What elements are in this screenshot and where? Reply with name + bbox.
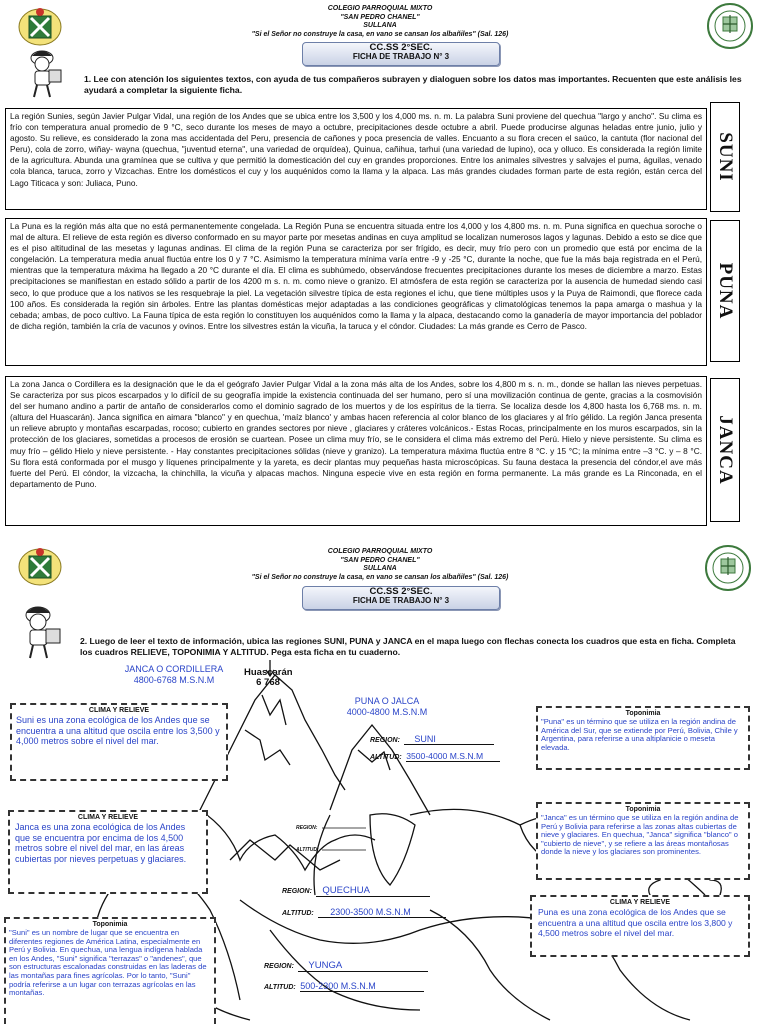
janca-label: JANCA: [715, 415, 736, 485]
toponimia-box-puna-title: Toponimia: [625, 710, 661, 717]
ficha-label-2: FICHA DE TRABAJO N° 3: [352, 596, 450, 605]
ficha-title-box: [302, 42, 500, 66]
course-label-2: CC.SS 2°SEC.: [369, 586, 433, 597]
quechua-altitud-line: [282, 902, 452, 920]
part2-instruction: 2. Luego de leer el texto de información, ubica las regiones SUNI, PUNA y JANCA en el mapa luego con flechas conecta los cuadros que esta en ficha. Completa los cuadros RELIEVE, TOPONIMIA Y ALTITUD. Pega esta ficha en tu cuaderno.: [80, 636, 736, 657]
toponimia-box-suni: [4, 917, 216, 1024]
school-seal-right-2: [704, 544, 752, 592]
clima-box-janca-title: CLIMA Y RELIEVE: [77, 814, 139, 821]
part1-instruction: 1. Lee con atención los siguientes textos, con ayuda de tus compañeros subrayen y dialoguen sobre los datos mas importantes. Recuenten que este análisis les ayudará a completar la siguiente ficha.: [84, 74, 742, 95]
suni-region-line: [370, 729, 520, 747]
yunga-region-value: YUNGA: [298, 960, 428, 972]
clima-box-suni-text: Suni es una zona ecológica de los Andes que se encuentra a una altitud que oscila entre los 3,500 y 4,000 metros sobre el nivel del mar.: [16, 715, 220, 746]
puna-label: PUNA: [715, 262, 736, 320]
school-name: COLEGIO PARROQUIAL MIXTO: [327, 5, 433, 12]
quechua-region-label: REGION:: [282, 888, 312, 895]
suni-region-value: SUNI: [404, 734, 494, 745]
puna-text: La Puna es la región más alta que no está permanentemente congelada. La Región Puna se encuentra situada entre los 4,000 y los 4,800 ms. n. m. Puna significa en quechua soroche o mal de altura. El relieve de esta región es diverso conformado en su mayor parte por mesetas andinas en cuya amplitud se localizan numerosos lagos y lagunas. Debido a esto se dice que es el piso altitudinal de las mesetas y lagunas andinas. El clima de la región Puna se caracteriza por ser frígido, es decir, muy frío pero con un promedio que está por encima de la congelación. La temperatura media anual fluctúa entre los 0 y 7 °C. Asimismo la temperatura mínima varía entre -9 y -25 °C, durante la noche, que fue la más baja registrada en el Perú, mientras que la temperatura máxima ha llegado a 20 °C durante el día. El clima es subhúmedo, observándose frecuentes precipitaciones durante los meses de diciembre a marzo. Estas precipitaciones se manifiestan en estado sólido a partir de los 4200 m s. n. m. como nieve o granizo. El atmósfera de esta región se caracteriza por la ausencia de humedad siendo casi seco, lo que produce que a los nativos se les resquebraje la piel. La vegetación silvestre típica de esta regiones el ichu, que tiene múltiples usos y la Puya de Raimondi, que florece cada 100 años. Es considerada la región sin árboles. Entre las plantas domésticas mejor adaptadas a las condiciones geográficas y climatológicas tenemos la papa amarga o mashua y la cebada; ambas, de poco cultivo. La Fauna típica de esta región lo constituyen los auquénidos como la llama y la alpaca, destacando como la ganadería de mayor importancia del poblador de dicha región, también la cría de vacunos y ovinos. Entre los silvestres están la vicuña, la taruca y el cóndor. Ciudades: La más grande es Cerro de Pasco.: [10, 221, 702, 331]
suni-altitud-value: 3500-4000 M.S.N.M: [406, 751, 500, 762]
clima-box-puna-text: Puna es una zona ecológica de los Andes que se encuentra a una altitud que oscila entre los 3,800 y 4,500 metros sobre el nivel del mar.: [538, 907, 733, 938]
suni-altitud-label: ALTITUD:: [370, 754, 402, 761]
suni-altitud-line: [370, 746, 520, 764]
toponimia-box-janca-text: "Janca" es un término que se utiliza en la región andina de Perú y Bolivia para referirse a las zonas altas cubiertas de nieve y glaciares. En quechua, "Janca" significa "blanco" o "cubierto de nieve", y se refiere a las áreas montañosas donde la nieve y los glaciares son prominentes.: [541, 813, 739, 857]
course-label: CC.SS 2°SEC.: [369, 42, 433, 53]
toponimia-box-suni-title: Toponimia: [92, 921, 128, 928]
suni-text: La región Sunies, según Javier Pulgar Vidal, una región de los Andes que se ubica entre los 3,500 y los 4,000 ms. n. m. La palabra Suni proviene del quechua "largo y ancho". Su clima es frío con temperatura anual promedio de 9 °C, seco durante los meses de mayo a octubre, precipitaciones desde octubre a abril. Puede producirse algunas heladas entre junio, julio y agosto. Su relieve, es considerado la zona mas accidentada del Peru, presencia de cañones y poca presencia de valles. Encuanto a su flora crecen el saúco, la cantuta (flor nacional del Peru), cola de zorro, wiñay- wayna (quechua, "juventud eterna", una variedad de orquídea), Quinua, cañihua, tarhui (una variedad de lupino), oca y olluco. Es considerada la región limite de la agricultura. Abunda una gramínea que se cultiva y que permitió la domesticación del cuy en grandes proporciones. Entre los animales silvestres y salvajes el puma, águilas, venado cola blanca, taruca, zorro y Vizcachas. Entre los domésticos el cuy y los auquénidos como la llama y la alpaca. Las más grandes ciudades forman parte de esta región, están cerca del Lago Titicaca y son: Juliaca, Puno.: [10, 111, 702, 188]
puna-text-box: [5, 218, 707, 366]
yunga-region-label: REGION:: [264, 963, 294, 970]
clima-box-janca-text: Janca es una zona ecológica de los Andes que se encuentra por encima de los 4,500 metros sobre el nivel del mar, en las áreas cubiertas por nieves perpetuas y glaciares.: [15, 822, 187, 864]
janca-map-title: JANCA O CORDILLERA: [124, 664, 224, 674]
puna-map-altitude: 4000-4800 M.S.N.M: [346, 707, 428, 717]
janca-text: La zona Janca o Cordillera es la designación que le da el geógrafo Javier Pulgar Vidal a la zona más alta de los Andes, sobre los 4,800 m s. n. m., donde se hallan las nieves perpetuas. Se caracteriza por sus picos escarpados y lo difícil de su geografía impide la existencia continuada del ser humano, pero sí una movilización continua de gente, gracias a la cosmovisión del ser humano andino a partir de antaño de considerarlos como el dominio sagrado de los muertos y de los espíritus de la tierra. Se localiza desde los 4,800 hasta los 6,768 ms. n. m. (altura del Huascarán). Janca significa en aimara "blanco" y en quechua, 'maíz blanco' y ambas hacen referencia al color blanco de los glaciares y al frío gélido. La región Janca presenta un relieve abrupto y montañas escarpadas, rocoso; cubierto en grandes sectores por nieve , glaciares y cráteres volcánicos.- Estas Rocas, principalmente en los muros escarpados, sin la protección de los glaciares, sometidas a procesos de erosión se cuartean. Posee un clima muy frío, se le considera el clima más extremo del Perú. Hielo y nieve persistente. Su clima es muy frío – gélido Hielo y nieve persistente. - Hay constantes precipitaciones sólidas (nieve y granizo). La temperatura máxima fluctúa entre 8 °C. y 15 °C; la mínima entre –3 °C. y – 8 °C. Su flora está conformada por el musgo y líquenes principalmente y la yareta, es decir plantas muy pequeñas hasta microscópicas. Su fauna destaca la presencia del cóndor,el ave más fuerte del Perú. El cóndor, la vizcacha, la chinchilla, la vicuña y alpacas machos. Ninguna especie vive en esta región en forma permanente. La más grande es La Rinconada, en el departamento de Puno.: [10, 379, 702, 489]
puna-map-title: PUNA O JALCA: [354, 696, 420, 706]
clima-box-puna: [530, 895, 750, 957]
school-subtitle: "SAN PEDRO CHANEL": [340, 13, 420, 21]
school-logo-left-2: [17, 544, 63, 590]
yunga-altitud-value: 500-2300 M.S.N.M: [300, 981, 424, 992]
janca-label-box: [710, 378, 740, 522]
huascaran-label: Huascarán: [244, 667, 293, 678]
yunga-altitud-label: ALTITUD:: [264, 984, 296, 991]
clima-box-suni-title: CLIMA Y RELIEVE: [88, 707, 150, 714]
janca-text-box: [5, 376, 707, 526]
suni-region-label: REGION:: [370, 737, 400, 744]
school-city: SULLANA: [363, 22, 397, 29]
quechua-region-line: [282, 880, 442, 898]
student-cartoon-icon: [22, 48, 66, 100]
blank-altitud-label: ALTITUD:: [296, 847, 319, 853]
yunga-region-line: [264, 955, 444, 973]
school-motto-2: "Si el Señor no construye la casa, en vano se cansan los albañiles" (Sal. 126): [251, 573, 509, 581]
quechua-altitud-label: ALTITUD:: [282, 910, 314, 917]
toponimia-box-suni-text: "Suni" es un nombre de lugar que se encuentra en diferentes regiones de América Latina, especialmente en Perú y Bolivia. En quechua, una lengua indígena hablada en los Andes, "Suni" significa "terrazas" o "andenes", que son estructuras escalonadas construidas en las laderas de las montañas para fines agrícolas. Por lo tanto, "Suni" podría referirse a un lugar con terrazas agrícolas en las montañas.: [9, 928, 207, 998]
quechua-region-value: QUECHUA: [316, 885, 430, 897]
clima-box-janca: [8, 810, 208, 894]
huascaran-altitude: 6 768: [256, 677, 280, 688]
blank-region-label: REGION:: [296, 825, 318, 831]
puna-label-box: [710, 220, 740, 362]
toponimia-box-janca: [536, 802, 750, 880]
ficha-label: FICHA DE TRABAJO N° 3: [352, 52, 450, 61]
school-logo-left: [17, 4, 63, 50]
clima-box-suni: [10, 703, 228, 781]
school-city-2: SULLANA: [363, 565, 397, 572]
suni-label: SUNI: [715, 132, 736, 182]
suni-text-box: [5, 108, 707, 210]
yunga-altitud-line: [264, 976, 444, 994]
toponimia-box-puna-text: "Puna" es un término que se utiliza en la región andina de América del Sur, que se extiende por Perú, Bolivia, Chile y Argentina, para referirse a una altiplanicie o meseta elevada.: [541, 717, 738, 752]
school-subtitle-2: "SAN PEDRO CHANEL": [340, 556, 420, 564]
toponimia-box-puna: [536, 706, 750, 770]
school-name-2: COLEGIO PARROQUIAL MIXTO: [327, 548, 433, 555]
janca-map-altitude: 4800-6768 M.S.N.M: [133, 675, 215, 685]
suni-label-box: [710, 102, 740, 212]
school-seal-right: [706, 2, 754, 50]
quechua-altitud-value: 2300-3500 M.S.N.M: [318, 907, 446, 918]
school-motto: "Si el Señor no construye la casa, en vano se cansan los albañiles" (Sal. 126): [251, 30, 509, 38]
toponimia-box-janca-title: Toponimia: [625, 806, 661, 813]
clima-box-puna-title: CLIMA Y RELIEVE: [609, 899, 671, 906]
